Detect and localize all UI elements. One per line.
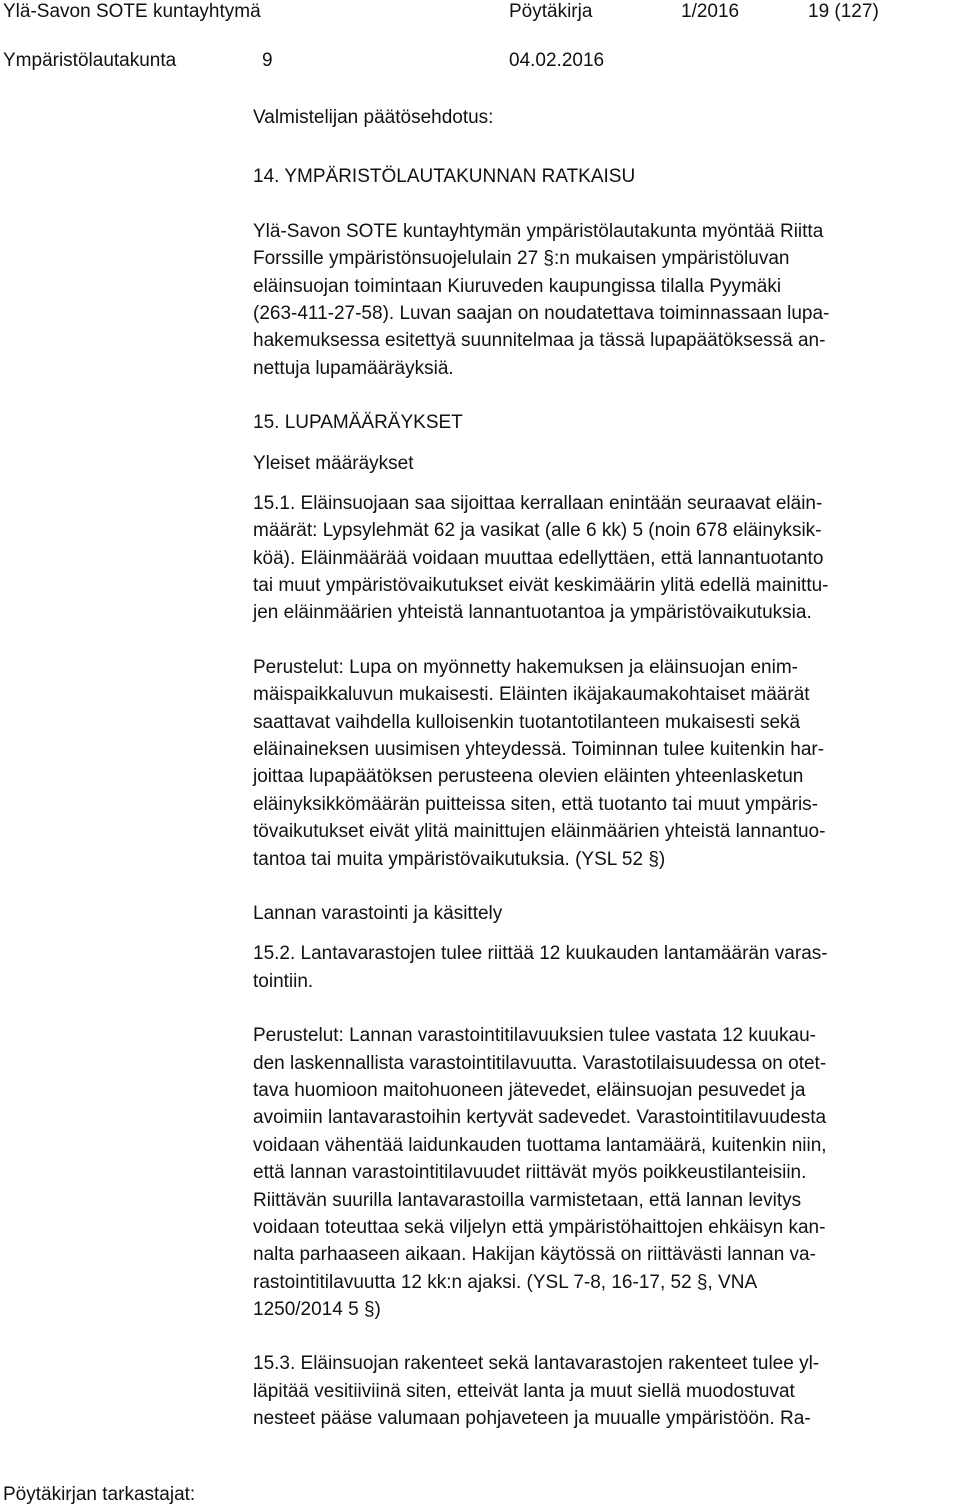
committee-name: Ympäristölautakunta — [3, 50, 177, 71]
paragraph-line: mäispaikkaluvun mukaisesti. Eläinten ikäjakaumakohtaiset määrät — [253, 684, 810, 706]
regulation-15-1-reasoning — [253, 654, 958, 873]
paragraph-line: nettuja lupamääräyksiä. — [253, 357, 454, 379]
document-type: Pöytäkirja — [509, 1, 593, 22]
paragraph-line: tantoa tai muita ympäristövaikutuksia. (YSL 52 §) — [253, 848, 666, 870]
section-14-title: 14. YMPÄRISTÖLAUTAKUNNAN RATKAISU — [253, 166, 636, 188]
paragraph-line: 15.1. Eläinsuojaan saa sijoittaa kerrallaan enintään seuraavat eläin- — [253, 492, 823, 514]
paragraph-line: tövaikutukset eivät ylitä mainittujen eläinmäärien yhteistä lannantuo- — [253, 821, 826, 843]
regulation-15-1 — [253, 490, 958, 627]
page-number: 19 (127) — [808, 1, 879, 22]
paragraph-line: 15.2. Lantavarastojen tulee riittää 12 kuukauden lantamäärän varas- — [253, 943, 828, 965]
paragraph-line: Riittävän suurilla lantavarastoilla varmistetaan, että lannan levitys — [253, 1189, 802, 1211]
paragraph-line: tointiin. — [253, 970, 314, 992]
paragraph-line: den laskennallista varastointitilavuutta. Varastotilaisuudessa on otet- — [253, 1052, 827, 1074]
paragraph-line: että lannan varastointitilavuudet riittävät myös poikkeustilanteisiin. — [253, 1162, 807, 1184]
manure-storage-heading: Lannan varastointi ja käsittely — [253, 902, 503, 924]
paragraph-line: tai muut ympäristövaikutukset eivät keskimäärin ylitä edellä mainittu- — [253, 575, 829, 597]
paragraph-line: saattavat vaihdella kulloisenkin tuotantotilanteen mukaisesti sekä — [253, 711, 801, 733]
paragraph-line: tava huomioon maitohuoneen jätevedet, eläinsuojan pesuvedet ja — [253, 1079, 806, 1101]
paragraph-line: nesteet pääse valumaan pohjaveteen ja muualle ympäristöön. Ra- — [253, 1408, 811, 1430]
paragraph-line: Perustelut: Lupa on myönnetty hakemuksen ja eläinsuojan enim- — [253, 656, 798, 678]
document-body — [253, 104, 958, 1433]
paragraph-line: 1250/2014 5 §) — [253, 1299, 381, 1321]
section-14-paragraph — [253, 218, 958, 382]
paragraph-line: rastointitilavuutta 12 kk:n ajaksi. (YSL 7-8, 16-17, 52 §, VNA — [253, 1271, 758, 1293]
document-number: 1/2016 — [681, 1, 740, 22]
paragraph-line: eläinaineksen uusimisen yhteydessä. Toiminnan tulee kuitenkin har- — [253, 739, 825, 761]
paragraph-line: nalta parhaaseen aikaan. Hakijan käytössä on riittävästi lannan va- — [253, 1244, 816, 1266]
paragraph-line: voidaan toteuttaa sekä viljelyn että ympäristöhaittojen ehkäisyn kan- — [253, 1216, 826, 1238]
paragraph-line: eläinyksikkömäärän puitteissa siten, että tuotanto tai muut ympäris- — [253, 793, 818, 815]
minutes-verifiers-label: Pöytäkirjan tarkastajat: — [3, 1484, 196, 1505]
paragraph-line: (263-411-27-58). Luvan saajan on noudatettava toiminnassaan lupa- — [253, 302, 830, 324]
paragraph-line: Perustelut: Lannan varastointitilavuuksien tulee vastata 12 kuukau- — [253, 1025, 816, 1047]
paragraph-line: voidaan vähentää laidunkauden tuottama lantamäärä, kuitenkin niin, — [253, 1134, 827, 1156]
paragraph-line: avoimiin lantavarastoihin kertyvät sadevedet. Varastointitilavuudesta — [253, 1107, 827, 1129]
paragraph-line: Forssille ympäristönsuojelulain 27 §:n mukaisen ympäristöluvan — [253, 248, 790, 270]
paragraph-line: hakemuksessa esitettyä suunnitelmaa ja tässä lupapäätöksessä an- — [253, 330, 826, 352]
section-number: 9 — [262, 50, 273, 71]
paragraph-line: joittaa lupapäätöksen perusteena olevien eläinten yhteenlasketun — [253, 766, 804, 788]
regulation-15-3 — [253, 1350, 958, 1432]
intro-text: Valmistelijan päätösehdotus: — [253, 107, 494, 128]
section-15-title: 15. LUPAMÄÄRÄYKSET — [253, 412, 463, 434]
paragraph-line: määrät: Lypsylehmät 62 ja vasikat (alle 6 kk) 5 (noin 678 eläinyksik- — [253, 520, 822, 542]
paragraph-line: köä). Eläinmäärää voidaan muuttaa edellyttäen, että lannantuotanto — [253, 547, 824, 569]
paragraph-line: jen eläinmäärien yhteistä lannantuotantoa ja ympäristövaikutuksia. — [253, 602, 812, 624]
paragraph-line: 15.3. Eläinsuojan rakenteet sekä lantavarastojen rakenteet tulee yl- — [253, 1353, 820, 1375]
regulation-15-2 — [253, 940, 958, 995]
organization-name: Ylä-Savon SOTE kuntayhtymä — [3, 1, 261, 22]
meeting-date: 04.02.2016 — [509, 50, 605, 71]
paragraph-line: Ylä-Savon SOTE kuntayhtymän ympäristölautakunta myöntää Riitta — [253, 220, 824, 242]
paragraph-line: eläinsuojan toimintaan Kiuruveden kaupungissa tilalla Pyymäki — [253, 275, 782, 297]
paragraph-line: läpitää vesitiiviinä siten, etteivät lanta ja muut siellä muodostuvat — [253, 1380, 795, 1402]
general-regulations-heading: Yleiset määräykset — [253, 452, 414, 474]
regulation-15-2-reasoning — [253, 1022, 958, 1323]
